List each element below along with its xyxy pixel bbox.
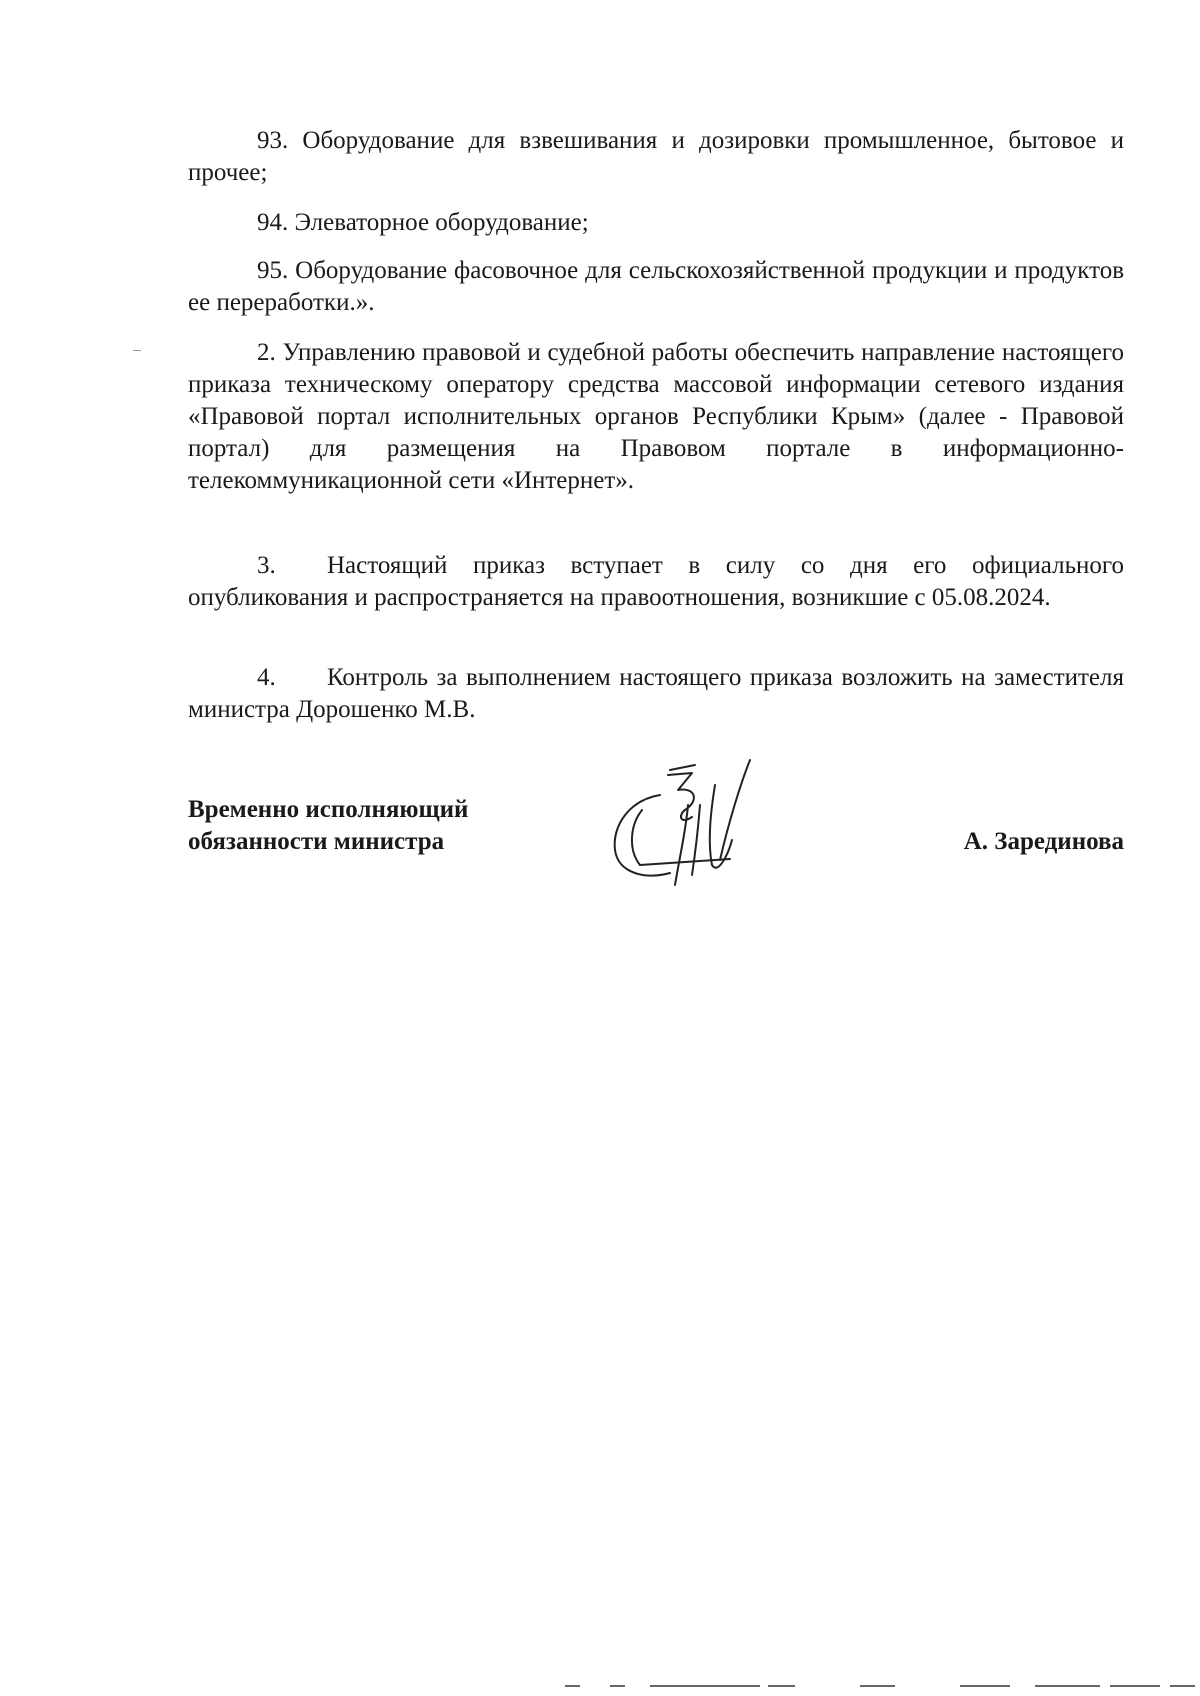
item-4-text: Контроль за выполнением настоящего приказа возложить на заместителя министра Дорошенко М.В. xyxy=(188,664,1124,723)
signatory-title-line1: Временно исполняющий xyxy=(188,796,469,823)
paragraph-item-2: 2. Управлению правовой и судебной работы обеспечить направление настоящего приказа техническому оператору средства массовой информации сетевого издания «Правовой портал исполнительных органов Республики Крым» (далее - Правовой портал) для размещения на Правовом портале в информационно-телекоммуникационной сети «Интернет». xyxy=(188,339,1124,494)
item-3-number: 3. xyxy=(257,552,276,579)
handwritten-signature-icon xyxy=(600,755,790,895)
scan-footer-marks xyxy=(0,1680,1200,1696)
signatory-title-line2: обязанности министра xyxy=(188,828,445,855)
item-4-number: 4. xyxy=(257,664,276,691)
paragraph-item-4 xyxy=(188,662,1124,726)
margin-mark xyxy=(133,350,141,351)
paragraph-item-93: 93. Оборудование для взвешивания и дозировки промышленное, бытовое и прочее; xyxy=(188,127,1124,186)
paragraph-item-95: 95. Оборудование фасовочное для сельскохозяйственной продукции и продуктов ее переработки.». xyxy=(188,257,1124,316)
signatory-name: А. Зарединова xyxy=(963,828,1124,855)
item-3-text: Настоящий приказ вступает в силу со дня его официального опубликования и распространяется на правоотношения, возникшие с 05.08.2024. xyxy=(188,552,1124,611)
signatory-title xyxy=(188,794,468,858)
paragraph-item-3 xyxy=(188,550,1124,614)
paragraph-item-94: 94. Элеваторное оборудование; xyxy=(257,209,589,236)
